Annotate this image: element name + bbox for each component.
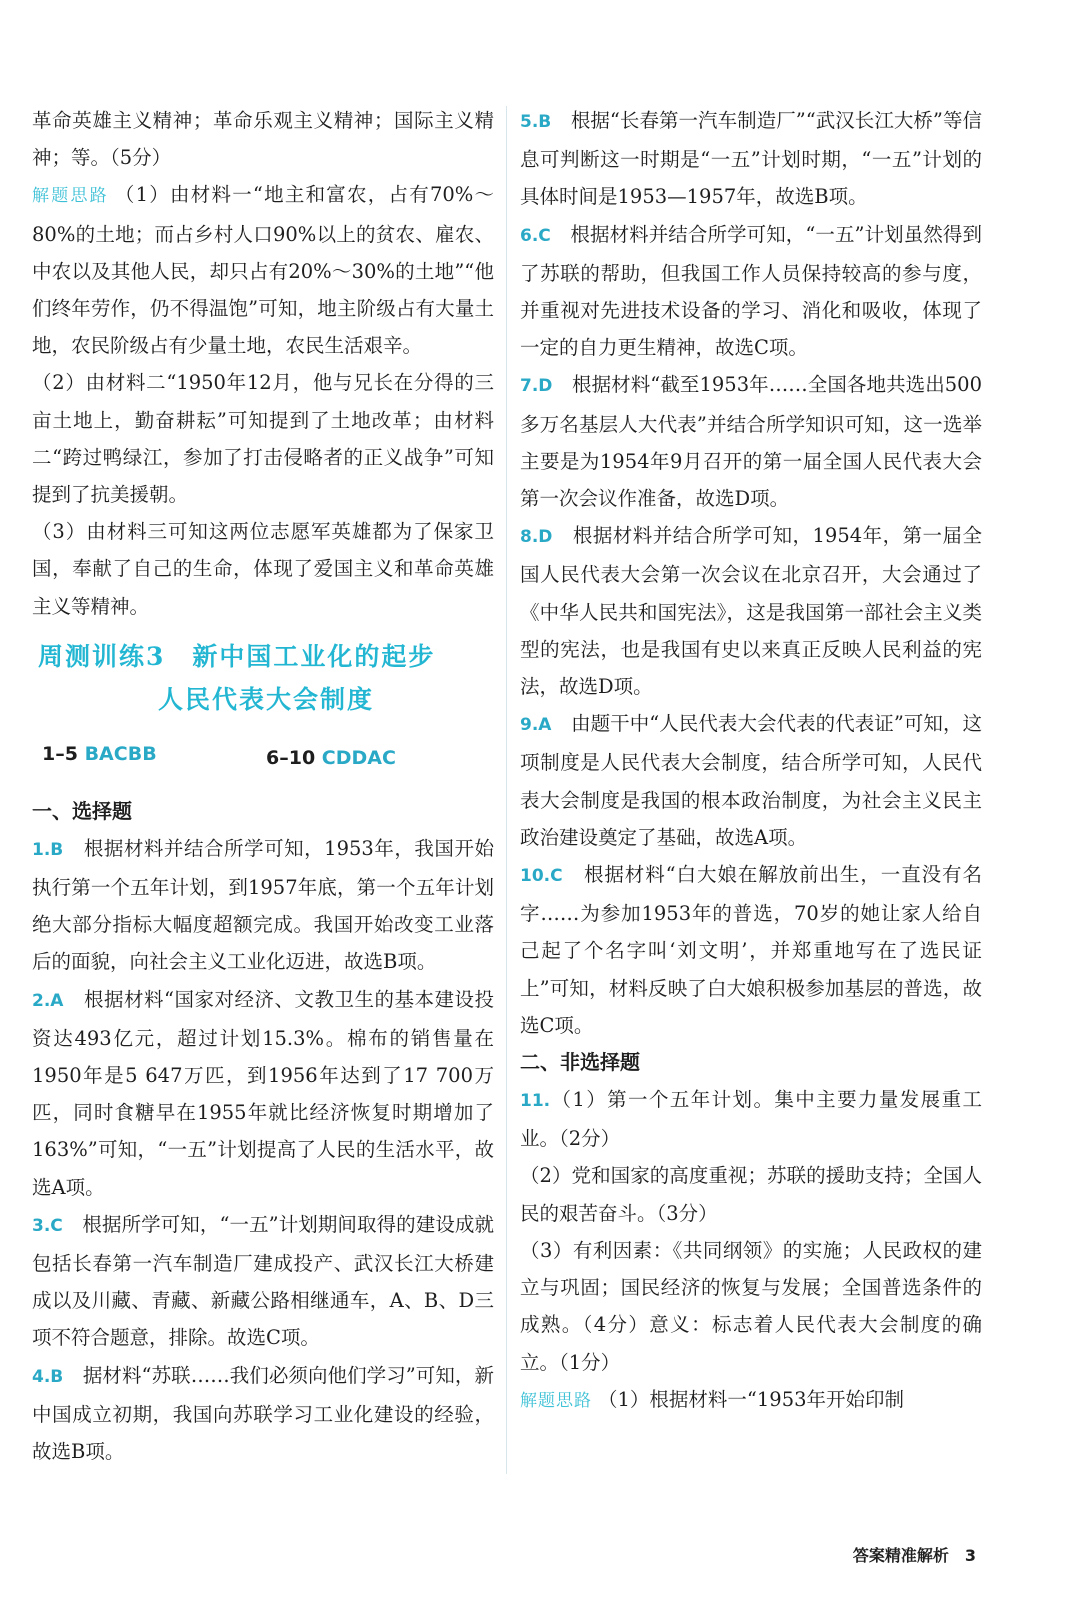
item-explanation: 根据材料并结合所学可知，1954年，第一届全国人民代表大会第一次会议在北京召开，大会通过了《中华人民共和国宪法》，这是我国第一部社会主义类型的宪法，也是我国有史以来真正反映人民利益的宪法，故选D项。 [520, 524, 982, 699]
item-number: 1.B [32, 839, 64, 860]
item-explanation: 根据所学可知，“一五”计划期间取得的建设成就包括长春第一汽车制造厂建成投产、武汉长江大桥建成以及川藏、青藏、新藏公路相继通车，A、B、D三项不符合题意，排除。故选C项。 [32, 1212, 494, 1350]
analysis-paragraph [32, 176, 494, 364]
answer-key [32, 743, 494, 783]
question-11-analysis [520, 1381, 982, 1420]
right-column [520, 102, 982, 1420]
question-11-part2: （2）党和国家的高度重视；苏联的援助支持；全国人民的艰苦奋斗。（3分） [520, 1164, 982, 1225]
item-number: 9.A [520, 715, 552, 736]
analysis-text-3: （3）由材料三可知这两位志愿军英雄都为了保家卫国，奉献了自己的生命，体现了爱国主义和革命英雄主义等精神。 [32, 520, 494, 618]
column-divider [506, 106, 507, 1474]
answer-range-label: 1–5 [42, 742, 78, 765]
footer-label: 答案精准解析 [852, 1546, 949, 1565]
analysis-text-2: （2）由材料二“1950年12月，他与兄长在分得的三亩土地上，勤奋耕耘”可知提到了土地改革；由材料二“跨过鸭绿江，参加了打击侵略者的正义战争”可知提到了抗美援朝。 [32, 371, 494, 507]
section-heading-nonchoice: 二、非选择题 [520, 1050, 640, 1075]
item-explanation: 根据材料“国家对经济、文教卫生的基本建设投资达493亿元，超过计划15.3%。棉布的销售量在1950年是5 647万匹，到1956年达到了17 700万匹，同时食糖早在1955年就比经济恢复时期增加了163%”可知，“一五”计划提高了人民的生活水平，故选A项。 [32, 987, 494, 1199]
page-number: 3 [964, 1546, 976, 1565]
item-explanation: 根据材料“白大娘在解放前出生，一直没有名字……为参加1953年的普选，70岁的她让家人给自己起了个名字叫‘刘文明’，并郑重地写在了选民证上”可知，材料反映了白大娘积极参加基层的普选，故选C项。 [520, 863, 982, 1037]
analysis-tag: 解题思路 [32, 186, 109, 207]
item-explanation: 根据材料并结合所学可知，“一五”计划虽然得到了苏联的帮助，但我国工作人员保持较高的参与度，并重视对先进技术设备的学习、消化和吸收，体现了一定的自力更生精神，故选C项。 [520, 222, 982, 360]
item-explanation: 根据“长春第一汽车制造厂”“武汉长江大桥”等信息可判断这一时期是“一五”计划时期，“一五”计划的具体时间是1953—1957年，故选B项。 [520, 109, 982, 209]
item-number: 11. [520, 1091, 551, 1112]
item-number: 5.B [520, 112, 552, 132]
answer-range-label: 6–10 [266, 746, 316, 769]
answer-item [32, 1357, 494, 1471]
section-title-line1: 周测训练3 新中国工业化的起步 [38, 641, 436, 671]
intro-text: 革命英雄主义精神；革命乐观主义精神；国际主义精神；等。（5分） [32, 109, 494, 170]
item-explanation: 根据材料并结合所学可知，1953年，我国开始执行第一个五年计划，到1957年底，第一个五年计划绝大部分指标大幅度超额完成。我国开始改变工业落后的面貌，向社会主义工业化迈进，故选B项。 [32, 836, 494, 974]
page-footer [853, 1543, 976, 1566]
item-explanation: （1）第一个五年计划。集中主要力量发展重工业。（2分） [520, 1088, 982, 1151]
answer-item [520, 705, 982, 856]
item-number: 10.C [520, 866, 563, 887]
answer-item [32, 981, 494, 1206]
analysis-text: （1）根据材料一“1953年开始印制 [598, 1387, 905, 1411]
answer-key-6-10 [266, 747, 396, 769]
answer-range-value: CDDAC [321, 746, 396, 769]
item-explanation: 据材料“苏联……我们必须向他们学习”可知，新中国成立初期，我国向苏联学习工业化建设的经验，故选B项。 [32, 1363, 494, 1464]
item-number: 7.D [520, 376, 553, 397]
section-title-line2: 人民代表大会制度 [157, 684, 374, 714]
question-11-part3: （3）有利因素：《共同纲领》的实施；人民政权的建立与巩固；国民经济的恢复与发展；全国普选条件的成熟。（4分）意义：标志着人民代表大会制度的确立。（1分） [520, 1238, 982, 1374]
item-number: 4.B [32, 1366, 64, 1387]
item-number: 6.C [520, 225, 551, 246]
answer-item [520, 366, 982, 517]
answer-item [520, 517, 982, 705]
answer-item [520, 102, 982, 216]
answer-item [32, 1206, 494, 1357]
answer-item [520, 856, 982, 1044]
answer-item [520, 216, 982, 367]
item-explanation: 由题干中“人民代表大会代表的代表证”可知，这项制度是人民代表大会制度，结合所学可知，人民代表大会制度是我国的根本政治制度，为社会主义民主政治建设奠定了基础，故选A项。 [520, 712, 982, 849]
answer-range-value: BACBB [84, 742, 157, 765]
analysis-tag: 解题思路 [520, 1390, 592, 1411]
answer-key-1-5 [42, 743, 157, 765]
item-explanation: 根据材料“截至1953年……全国各地共选出500多万名基层人大代表”并结合所学知识可知，这一选举主要是为1954年9月召开的第一届全国人民代表大会第一次会议作准备，故选D项。 [520, 373, 982, 511]
item-number: 8.D [520, 527, 553, 548]
left-column [32, 102, 494, 1470]
item-number: 2.A [32, 990, 64, 1011]
question-11-part1 [520, 1081, 982, 1157]
analysis-text-1: （1）由材料一“地主和富农，占有70%～80%的土地；而占乡村人口90%以上的贫农、雇农、中农以及其他人民，却只占有20%～30%的土地”“他们终年劳作，仍不得温饱”可知，地主阶级占有大量土地，农民阶级占有少量土地，农民生活艰辛。 [32, 183, 495, 358]
answer-item [32, 830, 494, 981]
section-heading-choice: 一、选择题 [32, 798, 132, 823]
item-number: 3.C [32, 1215, 63, 1236]
